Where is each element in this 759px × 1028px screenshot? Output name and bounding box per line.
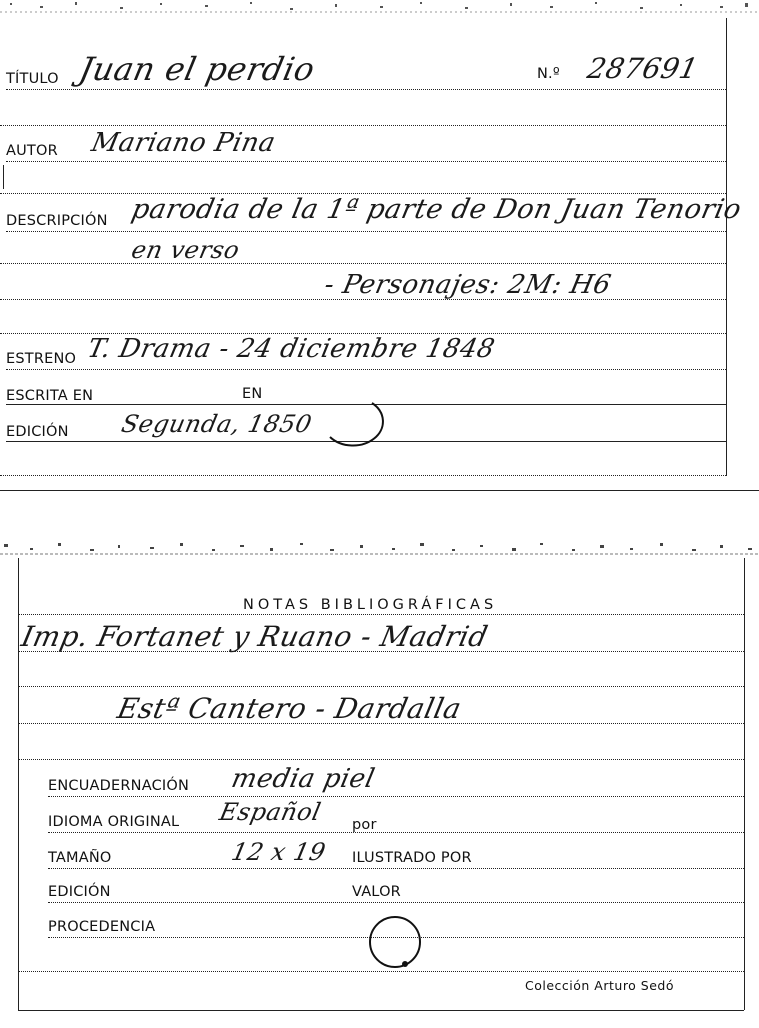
tamano-label: TAMAÑO <box>48 850 112 866</box>
rule-titulo <box>6 89 726 90</box>
rule-tamano <box>48 868 744 869</box>
rule <box>18 651 744 652</box>
idioma-label: IDIOMA ORIGINAL <box>48 814 180 830</box>
rule-estreno <box>6 369 726 370</box>
rule-edicion-bottom <box>48 902 744 903</box>
autor-label: AUTOR <box>6 143 58 159</box>
valor-label: VALOR <box>352 884 401 900</box>
card-right-border <box>744 558 745 1010</box>
rule-idioma <box>48 832 744 833</box>
titulo-value: Juan el perdio <box>75 50 319 88</box>
en-label: EN <box>242 386 263 402</box>
estreno-label: ESTRENO <box>6 351 77 367</box>
rule-notes <box>18 614 744 615</box>
catalog-card-top <box>0 0 759 500</box>
card-left-mark <box>3 165 4 189</box>
card-left-border <box>18 558 19 1010</box>
card-edge-texture <box>0 540 759 556</box>
card-right-border <box>726 18 727 476</box>
rule-autor <box>6 161 726 162</box>
card-cut-line <box>0 490 759 491</box>
escrita-label: ESCRITA EN <box>6 388 94 404</box>
rule <box>0 475 726 476</box>
titulo-label: TÍTULO <box>6 71 59 87</box>
por-label: por <box>352 817 377 833</box>
numero-value: 287691 <box>584 52 702 85</box>
rule <box>18 971 744 972</box>
procedencia-label: PROCEDENCIA <box>48 919 156 935</box>
tamano-value: 12 x 19 <box>229 838 329 866</box>
descripcion-label: DESCRIPCIÓN <box>6 213 108 229</box>
rule-descripcion <box>6 231 726 232</box>
encuadernacion-value: media piel <box>228 764 378 794</box>
catalog-card-bottom <box>0 540 759 1028</box>
edicion-label: EDICIÓN <box>6 424 69 440</box>
rule <box>18 759 744 760</box>
collection-footer: Colección Arturo Sedó <box>525 978 675 993</box>
encuadernacion-label: ENCUADERNACIÓN <box>48 778 190 794</box>
edicion-label: EDICIÓN <box>48 884 111 900</box>
edicion-value: Segunda, 1850 <box>119 410 315 438</box>
idioma-value: Español <box>217 798 324 826</box>
note-line1: Imp. Fortanet y Ruano - Madrid <box>18 620 491 653</box>
descripcion-line2: en verso <box>129 236 243 264</box>
library-stamp <box>365 912 429 980</box>
numero-label: N.º <box>537 66 560 82</box>
descripcion-line1: parodia de la 1ª parte de Don Juan Tenorio <box>128 194 745 225</box>
card-edge-texture <box>0 0 759 12</box>
estreno-value: T. Drama - 24 diciembre 1848 <box>84 334 498 364</box>
autor-value: Mariano Pina <box>88 128 279 158</box>
personajes-note: - Personajes: 2M: H6 <box>321 270 614 300</box>
ilustrado-label: ILUSTRADO POR <box>352 850 472 866</box>
rule <box>0 299 726 300</box>
note-line2: Estª Cantero - Dardalla <box>114 692 465 725</box>
rule-encuadernacion <box>48 796 744 797</box>
rule <box>0 125 726 126</box>
library-stamp <box>310 395 390 459</box>
notes-title: NOTAS BIBLIOGRÁFICAS <box>243 597 498 613</box>
rule <box>0 263 726 264</box>
rule <box>18 686 744 687</box>
card-bottom-border <box>18 1010 744 1011</box>
rule <box>18 723 744 724</box>
